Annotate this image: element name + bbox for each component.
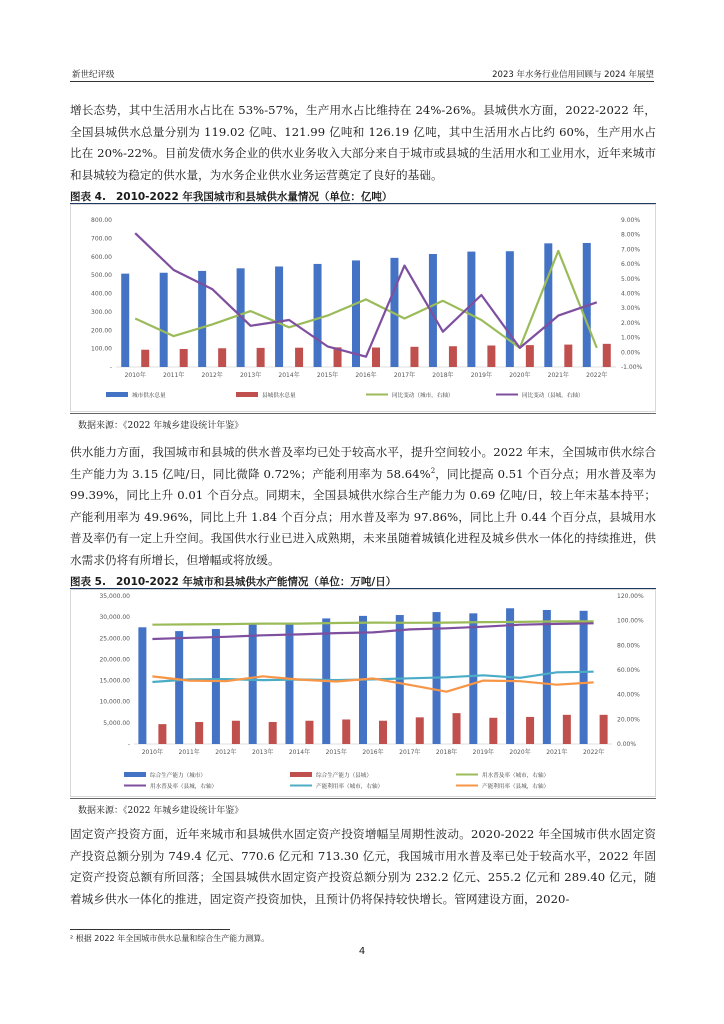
- y-right-tick-label: 2.00%: [621, 319, 641, 327]
- figure-5-label: 图表 5.: [70, 576, 106, 588]
- bar--4472c4-6: [352, 260, 360, 367]
- x-tick-label: 2020年: [509, 749, 531, 756]
- x-tick-label: 2015年: [325, 749, 347, 756]
- y-left-tick-label: 300.00: [91, 308, 112, 316]
- y-right-tick-label: 0.00%: [617, 741, 637, 748]
- x-tick-label: 2019年: [470, 372, 493, 379]
- bar--c0504d-3: [269, 722, 277, 744]
- bar--4472c4-1: [160, 273, 168, 367]
- y-right-tick-label: 60.00%: [617, 667, 640, 674]
- figure-5-source: 数据来源：《2022 年城乡建设统计年鉴》: [78, 806, 244, 816]
- x-tick-label: 2015年: [316, 372, 339, 379]
- x-tick-label: 2011年: [178, 749, 200, 756]
- bar--c0504d-6: [379, 721, 387, 744]
- bar--c0504d-8: [453, 713, 461, 744]
- y-right-tick-label: 6.00%: [621, 261, 641, 269]
- y-right-tick-label: 4.00%: [621, 290, 641, 298]
- paragraph-supply-capacity: [70, 442, 656, 571]
- bar--4472c4-4: [285, 623, 293, 744]
- y-left-tick-label: 600.00: [91, 253, 112, 261]
- chart-supply-capacity: [70, 589, 656, 797]
- figure-5-title: [70, 574, 656, 589]
- y-left-tick-label: 25,000.00: [99, 635, 130, 643]
- bar--4472c4-0: [121, 274, 129, 367]
- paragraph-water-supply: 增长态势，其中生活用水占比在 53%-57%，生产用水占比维持在 24%-26%。县城供水方面，2022-2022 年，全国县城供水总量分别为 119.02 亿吨、121.99 亿吨和 126.19 亿吨，其中生活用水占比约 60%，生产用水占比在 20%-22%。目前发债水务企业的供水业务收入大部分来自于城市或县城的生活用水和工业用水，近年来城市和县城较为稳定的供水量，为水务企业供水业务运营奠定了良好的基础。: [70, 103, 656, 182]
- figure-4-title: [70, 189, 656, 204]
- figure-4-bottom-rule: [70, 413, 656, 414]
- y-left-tick-label: 400.00: [91, 290, 112, 298]
- x-tick-label: 2011年: [163, 372, 185, 379]
- x-tick-label: 2020年: [509, 372, 531, 379]
- bar--4472c4-12: [580, 611, 588, 744]
- bar--4472c4-0: [138, 627, 146, 744]
- y-left-tick-label: 10,000.00: [99, 698, 130, 706]
- x-tick-label: 2018年: [432, 372, 454, 379]
- bar--c0504d-10: [526, 717, 534, 744]
- bar--4472c4-9: [469, 613, 477, 744]
- bar--c0504d-0: [158, 724, 166, 744]
- x-tick-label: 2022年: [582, 749, 605, 756]
- legend-label: 同比变动（县城，右轴）: [522, 393, 584, 399]
- figure-5-caption: 2010-2022 年城市和县城供水产能情况（单位：万吨/日）: [115, 576, 397, 588]
- bar--c0504d-11: [563, 715, 571, 744]
- y-right-tick-label: 1.00%: [621, 334, 641, 342]
- y-left-tick-label: 15,000.00: [99, 677, 130, 685]
- figure-4-source: 数据来源：《2022 年城乡建设统计年鉴》: [78, 421, 244, 431]
- x-tick-label: 2012年: [201, 372, 223, 379]
- legend-swatch: [290, 772, 312, 777]
- footnote: ² 根据 2022 年全国城市供水总量和综合生产能力测算。: [70, 934, 270, 943]
- bar--c0504d-4: [305, 721, 313, 744]
- bar--c0504d-5: [342, 719, 350, 744]
- x-tick-label: 2021年: [547, 372, 569, 379]
- y-left-tick-label: 20,000.00: [99, 656, 130, 664]
- bar--c0504d-1: [180, 349, 188, 367]
- legend-label: 用水普及率（县城，右轴）: [150, 784, 218, 790]
- chart-2-svg: [70, 589, 656, 797]
- bar--c0504d-9: [487, 346, 495, 367]
- legend-label: 城市供水总量: [132, 393, 166, 399]
- bar--c0504d-11: [564, 345, 572, 367]
- x-tick-label: 2010年: [141, 749, 164, 756]
- legend-swatch: [106, 392, 128, 397]
- chart-1-svg: [70, 204, 656, 412]
- bar--c0504d-7: [416, 717, 424, 744]
- paragraph-2a: 供水能力方面，我国城市和县城的供水普及率均已处于较高水平，提升空间较小。2022 年末，全国城市供水综合生产能力为 3.15 亿吨/日，同比微降 0.72%；产能利用率为 58.64%: [70, 445, 656, 481]
- bar--c0504d-4: [295, 348, 303, 367]
- figure-5-bottom-rule: [70, 798, 656, 799]
- y-right-tick-label: 80.00%: [617, 642, 640, 650]
- bar--c0504d-3: [257, 348, 265, 367]
- bar--4472c4-5: [314, 264, 322, 367]
- bar--c0504d-8: [449, 346, 457, 367]
- bar--4472c4-11: [543, 610, 551, 744]
- footnote-rule: [70, 929, 230, 930]
- header-report-title: 2023 年水务行业信用回顾与 2024 年展望: [492, 70, 654, 80]
- y-left-tick-label: 800.00: [91, 217, 112, 224]
- page-number: 4: [358, 946, 366, 957]
- x-tick-label: 2017年: [393, 372, 416, 379]
- legend-swatch: [236, 392, 258, 397]
- x-tick-label: 2022年: [586, 372, 608, 379]
- figure-4-label: 图表 4.: [70, 191, 106, 203]
- y-right-tick-label: -1.00%: [621, 364, 643, 371]
- y-left-tick-label: 30,000.00: [99, 614, 130, 622]
- y-right-tick-label: 7.00%: [621, 246, 641, 254]
- legend-label: 综合生产能力（县城）: [316, 773, 372, 779]
- footnote-reference[interactable]: 2: [430, 466, 436, 475]
- x-tick-label: 2014年: [288, 749, 311, 756]
- figure-4-caption: 2010-2022 年我国城市和县城供水量情况（单位：亿吨）: [115, 191, 393, 203]
- x-tick-label: 2017年: [399, 749, 421, 756]
- bar--c0504d-6: [372, 348, 380, 367]
- bar--4472c4-9: [467, 252, 475, 367]
- y-left-tick-label: 700.00: [91, 235, 112, 243]
- bar--c0504d-2: [232, 721, 240, 744]
- chart-frame: [71, 205, 656, 412]
- chart-water-supply: [70, 204, 656, 412]
- x-tick-label: 2012年: [215, 749, 237, 756]
- y-right-tick-label: 20.00%: [617, 716, 640, 724]
- legend-label: 产能利用率（城市，右轴）: [316, 784, 384, 790]
- bar--c0504d-7: [410, 347, 418, 367]
- x-tick-label: 2010年: [124, 372, 146, 379]
- x-tick-label: 2013年: [252, 749, 274, 756]
- x-tick-label: 2014年: [278, 372, 300, 379]
- x-tick-label: 2019年: [472, 749, 494, 756]
- y-right-tick-label: 0.00%: [621, 349, 641, 357]
- x-tick-label: 2013年: [239, 372, 262, 379]
- bar--4472c4-3: [249, 624, 257, 744]
- y-left-tick-label: 500.00: [91, 272, 112, 280]
- bar--c0504d-12: [603, 344, 611, 367]
- x-tick-label: 2021年: [546, 749, 568, 756]
- x-tick-label: 2016年: [362, 749, 384, 756]
- y-right-tick-label: 9.00%: [621, 217, 641, 224]
- y-right-tick-label: 3.00%: [621, 305, 641, 313]
- bar--4472c4-2: [212, 629, 220, 744]
- y-right-tick-label: 8.00%: [621, 231, 641, 239]
- bar--c0504d-10: [526, 345, 534, 367]
- y-left-tick-label: 35,000.00: [99, 593, 130, 600]
- y-right-tick-label: 5.00%: [621, 275, 641, 283]
- header-org: 新世纪评级: [72, 70, 115, 80]
- bar--4472c4-1: [175, 631, 183, 744]
- y-right-tick-label: 120.00%: [617, 593, 644, 600]
- x-tick-label: 2018年: [435, 749, 458, 756]
- legend-label: 同比变动（城市，右轴）: [392, 393, 454, 399]
- x-tick-label: 2016年: [355, 372, 377, 379]
- bar--4472c4-11: [544, 243, 552, 367]
- legend-label: 产能利用率（县城，右轴）: [482, 784, 550, 790]
- bar--c0504d-12: [600, 715, 608, 744]
- y-right-tick-label: 40.00%: [617, 691, 640, 699]
- header-rule: [70, 81, 654, 82]
- bar--c0504d-0: [141, 350, 149, 367]
- y-right-tick-label: 100.00%: [617, 617, 644, 625]
- paragraph-fixed-investment: 固定资产投资方面，近年来城市和县城供水固定资产投资增幅呈周期性波动。2020-2022 年全国城市供水固定资产投资总额分别为 749.4 亿元、770.6 亿元和 713.30 亿元，我国城市用水普及率已处于较高水平，2022 年固定资产投资总额有所回落；全国县城供水固定资产投资总额分别为 232.2 亿元、255.2 亿元和 289.40 亿元，随着城乡供水一体化的推进，固定资产投资加快，且预计仍将保持较快增长。管网建设方面，2020-: [70, 827, 656, 906]
- legend-label: 县城供水总量: [262, 393, 296, 399]
- y-left-tick-label: 5,000.00: [103, 719, 130, 727]
- y-left-tick-label: -: [109, 364, 112, 371]
- legend-label: 用水普及率（城市，右轴）: [482, 773, 550, 779]
- bar--c0504d-1: [195, 722, 203, 744]
- y-left-tick-label: -: [127, 741, 130, 748]
- page-header: [70, 68, 654, 82]
- legend-swatch: [124, 772, 146, 777]
- legend-label: 综合生产能力（城市）: [150, 773, 206, 779]
- bar--4472c4-10: [506, 251, 514, 367]
- bar--c0504d-2: [218, 348, 226, 367]
- y-left-tick-label: 100.00: [91, 345, 112, 353]
- bar--4472c4-4: [275, 266, 283, 367]
- bar--c0504d-9: [489, 718, 497, 744]
- paragraph-2b: ，同比提高 0.51 个百分点；用水普及率为 99.39%，同比上升 0.01 个百分点。同期末，全国县城供水综合生产能力为 0.69 亿吨/日，较上年末基本持平；产能利用率为 49.96%，同比上升 1.84 个百分点；用水普及率为 97.86%，同比上升 0.44 个百分点，县城用水普及率仍有一定上升空间。我国供水行业已进入成熟期，未来虽随着城镇化进程及城乡供水一体化的持续推进，供水需求仍将有所增长，但增幅或将放缓。: [70, 466, 657, 567]
- y-left-tick-label: 200.00: [91, 327, 112, 335]
